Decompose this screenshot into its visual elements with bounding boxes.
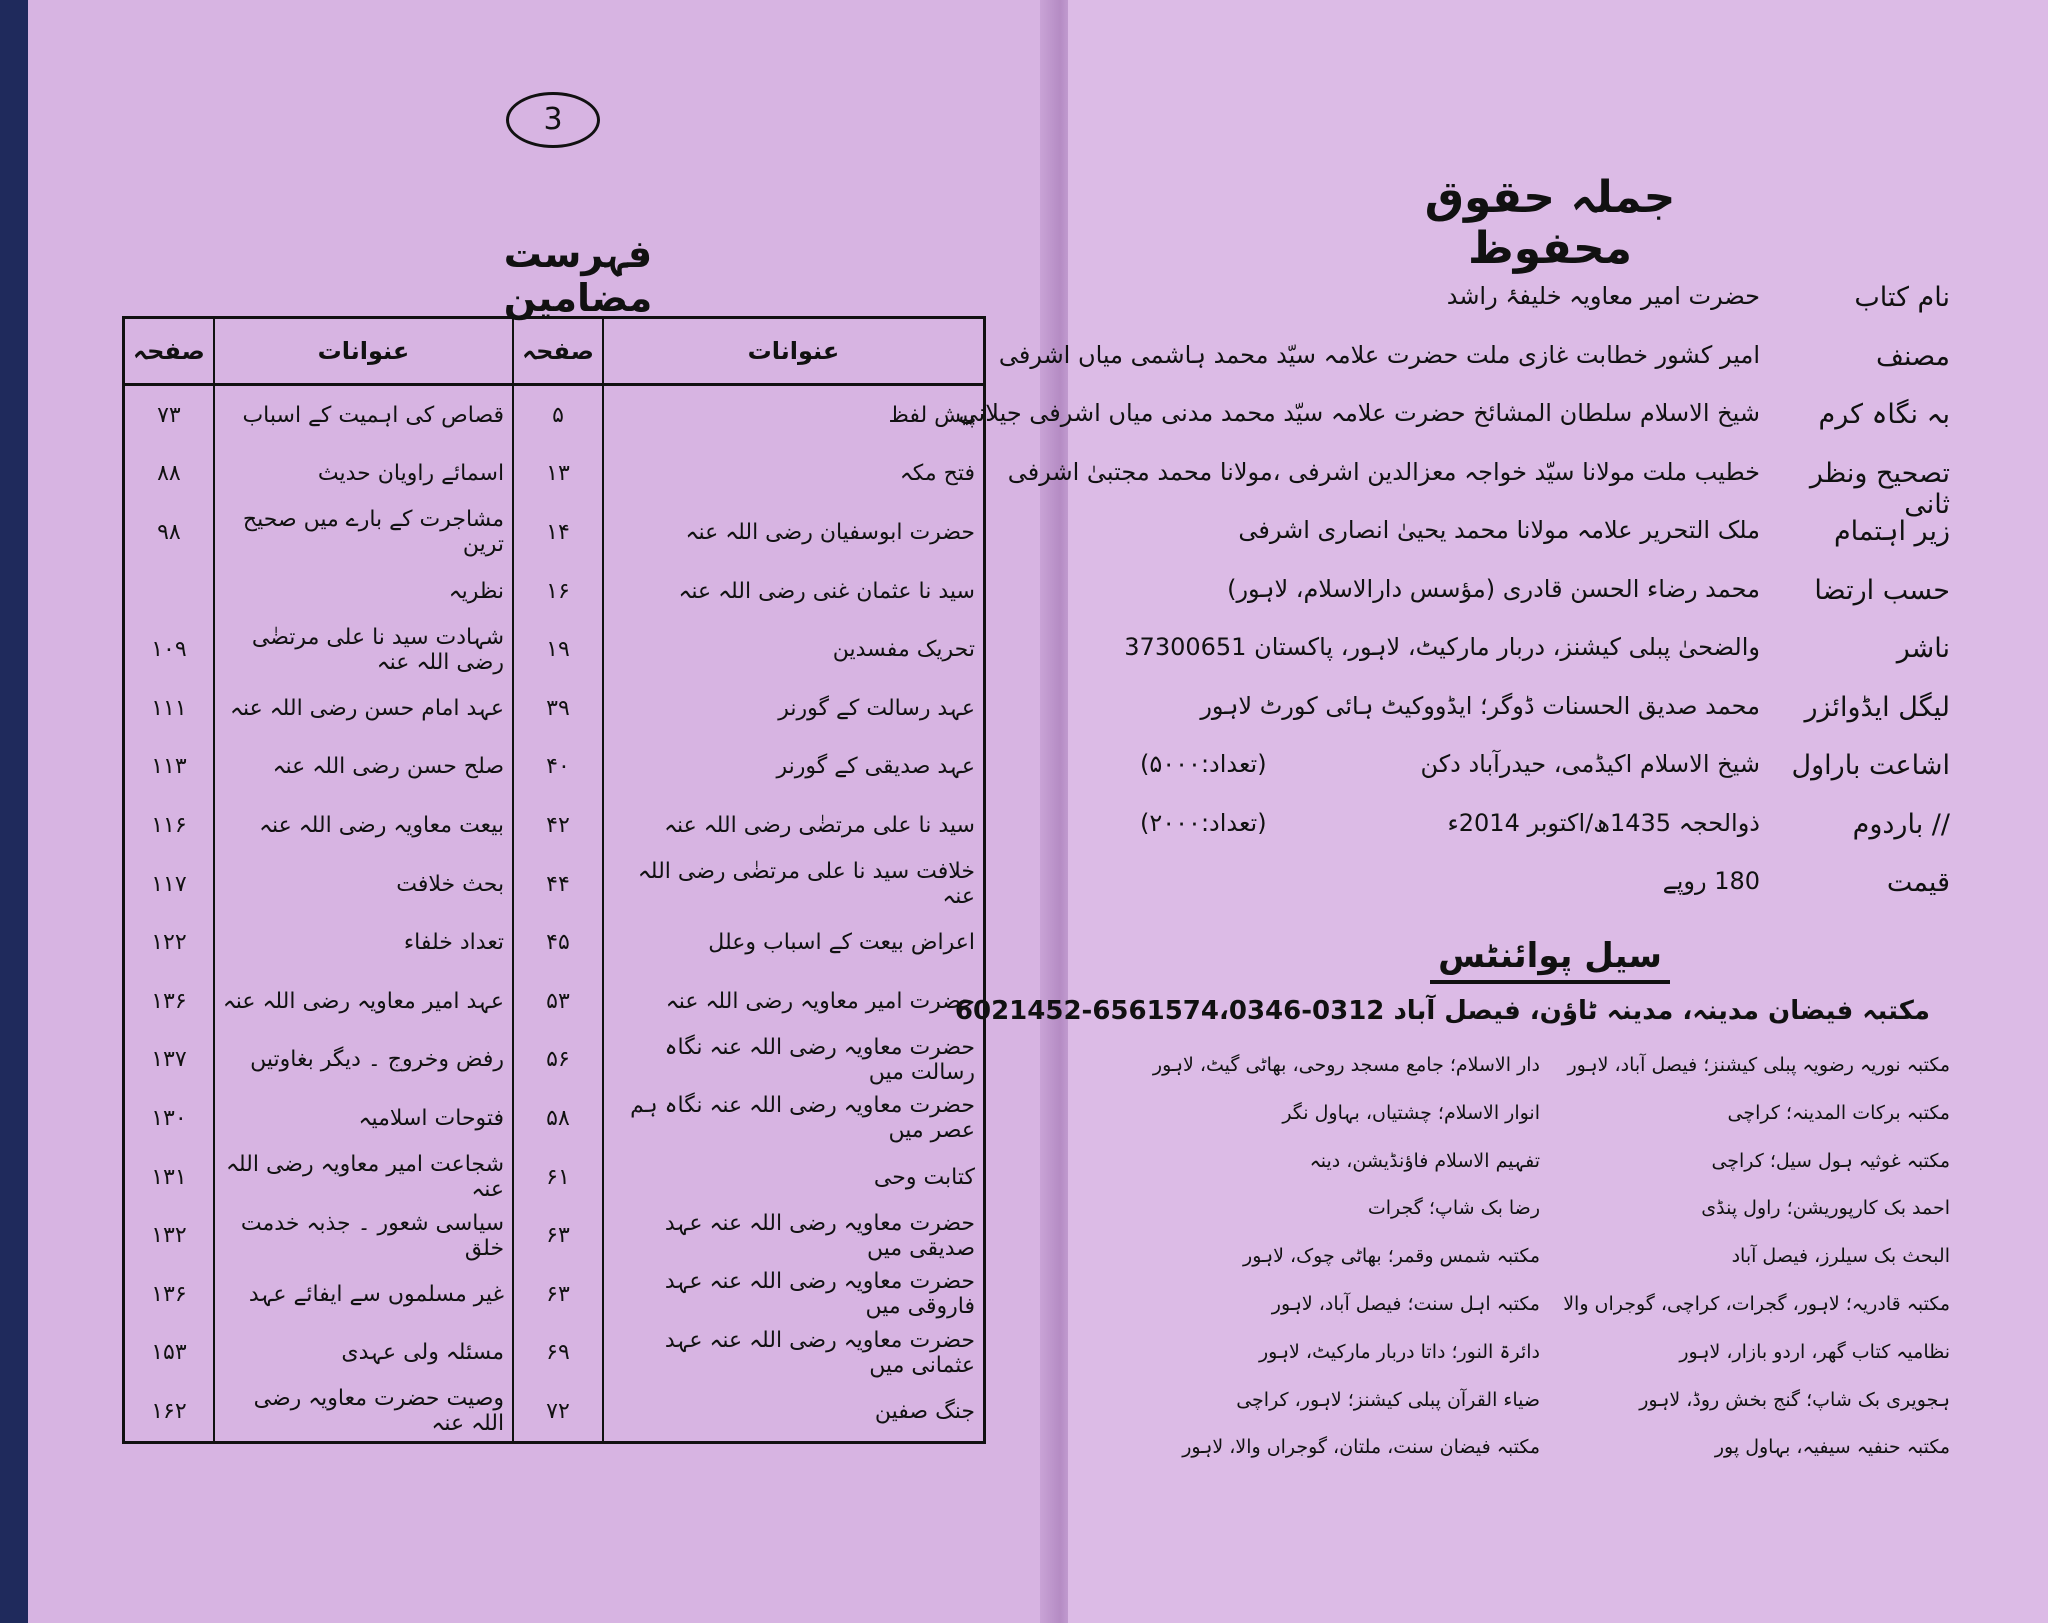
toc-header-row (124, 318, 985, 385)
shop-entry: مکتبہ فیضان سنت، ملتان، گوجراں والا، لاہور (1182, 1436, 1540, 1459)
page-number: 3 (506, 92, 600, 148)
toc-entry-title: تحریک مفسدین (603, 620, 985, 679)
info-row (1140, 282, 1950, 341)
toc-entry-title: وصیت حضرت معاویہ رضی اللہ عنہ (214, 1382, 513, 1442)
left-page (28, 0, 1068, 1623)
toc-entry-title: عہد صدیقی کے گورنر (603, 738, 985, 797)
book-cover-edge (0, 0, 30, 1623)
toc-entry-page: ۶۳ (513, 1206, 603, 1265)
toc-row (124, 620, 985, 679)
toc-entry-page: ۱۱۶ (124, 796, 214, 855)
info-label: حسب ارتضا (1814, 574, 1950, 606)
shop-entry: دار الاسلام؛ جامع مسجد روحی، بھاٹی گیٹ، لاہور (1152, 1054, 1540, 1076)
shop-entry: مکتبہ برکات المدینہ؛ کراچی (1727, 1101, 1950, 1124)
toc-entry-page: ۱۱۳ (124, 738, 214, 797)
shop-entry: مکتبہ اہل سنت؛ فیصل آباد، لاہور (1271, 1292, 1540, 1315)
toc-entry-title: بیعت معاویہ رضی اللہ عنہ (214, 796, 513, 855)
toc-entry-page: ۱۳۲ (124, 1206, 214, 1265)
shop-entry: انوار الاسلام؛ چشتیاں، بہاول نگر (1282, 1101, 1540, 1124)
toc-entry-title: نظریہ (214, 562, 513, 621)
toc-entry-title: بحث خلافت (214, 855, 513, 914)
toc-entry-page: ۸۸ (124, 445, 214, 504)
toc-row (124, 503, 985, 562)
toc-entry-page: ۴۴ (513, 855, 603, 914)
toc-entry-page: ۱۰۹ (124, 620, 214, 679)
toc-entry-page: ۵۳ (513, 972, 603, 1031)
toc-entry-title: شہادت سید نا علی مرتضٰی رضی اللہ عنہ (214, 620, 513, 679)
toc-entry-page: ۴۵ (513, 913, 603, 972)
info-row (1140, 809, 1950, 868)
shops-column-left (1150, 1054, 1540, 1484)
info-value: 180 روپے (1662, 867, 1760, 895)
shop-entry: رضا بک شاپ؛ گجرات (1367, 1197, 1540, 1220)
info-label: اشاعت باراول (1791, 750, 1950, 781)
toc-entry-title: غیر مسلموں سے ایفائے عہد (214, 1265, 513, 1324)
info-value: شیخ الاسلام اکیڈمی، حیدرآباد دکن (1420, 750, 1760, 778)
toc-entry-page (124, 562, 214, 621)
toc-row (124, 1324, 985, 1383)
toc-row (124, 445, 985, 504)
shop-entry: مکتبہ نوریہ رضویہ پبلی کیشنز؛ فیصل آباد، لاہور (1567, 1054, 1950, 1076)
toc-entry-page: ۶۳ (513, 1265, 603, 1324)
toc-entry-page: ۱۳۱ (124, 1148, 214, 1207)
toc-row (124, 913, 985, 972)
info-row (1140, 750, 1950, 809)
toc-entry-title: حضرت معاویہ رضی اللہ عنہ عہد عثمانی میں (603, 1324, 985, 1383)
info-value: خطیب ملت مولانا سیّد خواجہ معزالدین اشرفی ،مولانا محمد مجتبیٰ اشرفی (1007, 457, 1760, 486)
shop-entry: البحث بک سیلرز، فیصل آباد (1731, 1245, 1950, 1268)
info-row (958, 399, 1950, 458)
info-row (998, 340, 1950, 400)
toc-row (124, 796, 985, 855)
info-quantity: (تعداد:۲۰۰۰) (1140, 808, 1267, 837)
toc-entry-page: ۴۲ (513, 796, 603, 855)
toc-entry-title: کتابت وحی (603, 1148, 985, 1207)
header-topics: عنوانات (214, 318, 513, 385)
toc-entry-title: خلافت سید نا علی مرتضٰی رضی اللہ عنہ (603, 855, 985, 914)
info-value: محمد صدیق الحسنات ڈوگر؛ ایڈووکیٹ ہائی کورٹ لاہور (1200, 691, 1760, 720)
toc-entry-page: ۱۳ (513, 445, 603, 504)
toc-row (124, 972, 985, 1031)
toc-entry-title: صلح حسن رضی اللہ عنہ (214, 738, 513, 797)
toc-row (124, 855, 985, 914)
toc-body (124, 385, 985, 1443)
toc-entry-title: فتوحات اسلامیہ (214, 1089, 513, 1148)
toc-row (124, 385, 985, 445)
toc-entry-page: ۷۲ (513, 1382, 603, 1442)
info-label: لیگل ایڈوائزر (1804, 691, 1950, 723)
toc-entry-page: ۶۹ (513, 1324, 603, 1383)
header-topics: عنوانات (603, 318, 985, 385)
toc-entry-title: پیش لفظ (603, 385, 985, 445)
toc-entry-title: حضرت معاویہ رضی اللہ عنہ عہد فاروقی میں (603, 1265, 985, 1324)
toc-entry-page: ۱۱۷ (124, 855, 214, 914)
toc-entry-page: ۵۶ (513, 1031, 603, 1090)
info-value: ملک التحریر علامہ مولانا محمد یحییٰ انصاری اشرفی (1238, 516, 1760, 544)
toc-entry-page: ۱۲۲ (124, 913, 214, 972)
toc-row (124, 679, 985, 738)
toc-entry-title: عہد امیر معاویہ رضی اللہ عنہ (214, 972, 513, 1031)
toc-entry-page: ۵ (513, 385, 603, 445)
toc-row (124, 562, 985, 621)
toc-row (124, 1206, 985, 1265)
info-row (1140, 575, 1950, 634)
info-row (1140, 867, 1950, 926)
copyright-heading: جملہ حقوق محفوظ (1424, 172, 1676, 274)
shop-entry: تفہیم الاسلام فاؤنڈیشن، دینہ (1309, 1149, 1540, 1172)
toc-entry-page: ۱۶۲ (124, 1382, 214, 1442)
shop-entry: دائرۃ النور؛ داتا دربار مارکیٹ، لاہور (1258, 1340, 1540, 1363)
info-label: زیر اہتمام (1833, 516, 1950, 547)
toc-entry-title: سیاسی شعور ۔ جذبہ خدمت خلق (214, 1206, 513, 1265)
toc-entry-title: عہد امام حسن رضی اللہ عنہ (214, 679, 513, 738)
shop-entry: مکتبہ قادریہ؛ لاہور، گجرات، کراچی، گوجراں والا (1563, 1292, 1950, 1315)
toc-entry-page: ۵۸ (513, 1089, 603, 1148)
shop-entry: مکتبہ حنفیہ سیفیہ، بہاول پور (1714, 1436, 1950, 1459)
toc-row (124, 1148, 985, 1207)
sale-points-heading: سیل پوائنٹس (1430, 936, 1670, 984)
info-label: نام کتاب (1854, 282, 1950, 313)
toc-entry-title: شجاعت امیر معاویہ رضی اللہ عنہ (214, 1148, 513, 1207)
toc-entry-title: سید نا عثمان غنی رضی اللہ عنہ (603, 562, 985, 621)
toc-entry-page: ۱۳۶ (124, 972, 214, 1031)
toc-entry-page: ۳۹ (513, 679, 603, 738)
info-value: محمد رضاء الحسن قادری (مؤسس دارالاسلام، لاہور) (1227, 574, 1760, 603)
toc-entry-page: ۱۵۳ (124, 1324, 214, 1383)
toc-entry-page: ۱۳۶ (124, 1265, 214, 1324)
shop-entry: نظامیہ کتاب گھر، اردو بازار، لاہور (1679, 1340, 1950, 1363)
toc-row (124, 1265, 985, 1324)
info-row (1140, 692, 1950, 751)
info-row (1140, 516, 1950, 575)
toc-entry-title: اعراض بیعت کے اسباب وعلل (603, 913, 985, 972)
info-value: والضحیٰ پبلی کیشنز، دربار مارکیٹ، لاہور، پاکستان 37300651 (1124, 633, 1760, 661)
toc-entry-page: ۶۱ (513, 1148, 603, 1207)
info-value: حضرت امیر معاویہ خلیفۂ راشد (1446, 282, 1760, 310)
info-row (1007, 457, 1950, 520)
info-value: شیخ الاسلام سلطان المشائخ حضرت علامہ سیّد محمد مدنی میاں اشرفی جیلانی (958, 399, 1760, 427)
toc-entry-page: ۱۱۱ (124, 679, 214, 738)
info-row (1124, 633, 1950, 692)
toc-entry-title: قصاص کی اہمیت کے اسباب (214, 385, 513, 445)
toc-entry-title: عہد رسالت کے گورنر (603, 679, 985, 738)
toc-entry-title: حضرت ابوسفیان رضی اللہ عنہ (603, 503, 985, 562)
toc-row (124, 1382, 985, 1442)
shop-entry: مکتبہ غوثیہ ہول سیل؛ کراچی (1711, 1149, 1950, 1172)
info-value: امیر کشور خطابت غازی ملت حضرت علامہ سیّد محمد ہاشمی میاں اشرفی (998, 340, 1760, 369)
toc-entry-title: فتح مکہ (603, 445, 985, 504)
toc-table (122, 316, 986, 1444)
toc-row (124, 1089, 985, 1148)
toc-entry-page: ۱۶ (513, 562, 603, 621)
main-shop: مکتبہ فیضان مدینہ، مدینہ ٹاؤن، فیصل آباد 0312-6561574،0346-6021452 (954, 996, 1930, 1026)
header-page: صفحہ (513, 318, 603, 385)
info-label: ناشر (1896, 633, 1950, 664)
shops-column-right (1560, 1054, 1950, 1484)
info-label: تصحیح ونظر ثانی (1809, 457, 1950, 520)
toc-row (124, 738, 985, 797)
toc-title: فہرست مضامین (503, 232, 653, 320)
toc-entry-title: حضرت معاویہ رضی اللہ عنہ عہد صدیقی میں (603, 1206, 985, 1265)
toc-entry-title: مشاجرت کے بارے میں صحیح ترین (214, 503, 513, 562)
shop-entry: ہجویری بک شاپ؛ گنج بخش روڈ، لاہور (1639, 1388, 1950, 1411)
toc-entry-title: حضرت معاویہ رضی اللہ عنہ نگاہ ہم عصر میں (603, 1089, 985, 1148)
info-label: مصنف (1876, 340, 1950, 372)
info-label: قیمت (1886, 867, 1950, 898)
toc-entry-page: ۴۰ (513, 738, 603, 797)
book-info-list (958, 282, 1950, 926)
toc-row (124, 1031, 985, 1090)
toc-entry-title: مسئلہ ولی عہدی (214, 1324, 513, 1383)
toc-entry-title: رفض وخروج ۔ دیگر بغاوتیں (214, 1031, 513, 1090)
toc-entry-title: سید نا علی مرتضٰی رضی اللہ عنہ (603, 796, 985, 855)
info-value: ذوالحجہ 1435ھ/اکتوبر 2014ء (1447, 808, 1760, 837)
toc-entry-page: ۱۹ (513, 620, 603, 679)
info-quantity: (تعداد:۵۰۰۰) (1140, 750, 1267, 778)
info-label: بہ نگاہ کرم (1818, 399, 1950, 430)
toc-entry-title: حضرت امیر معاویہ رضی اللہ عنہ (603, 972, 985, 1031)
toc-entry-title: حضرت معاویہ رضی اللہ عنہ نگاہ رسالت میں (603, 1031, 985, 1090)
toc-entry-page: ۹۸ (124, 503, 214, 562)
toc-entry-title: جنگ صفین (603, 1382, 985, 1442)
shop-entry: ضیاء القرآن پبلی کیشنز؛ لاہور، کراچی (1236, 1388, 1540, 1411)
toc-entry-page: ۷۳ (124, 385, 214, 445)
toc-entry-page: ۱۳۷ (124, 1031, 214, 1090)
shop-entry: مکتبہ شمس وقمر؛ بھاٹی چوک، لاہور (1243, 1245, 1540, 1268)
toc-entry-page: ۱۳۰ (124, 1089, 214, 1148)
toc-entry-title: تعداد خلفاء (214, 913, 513, 972)
toc-entry-title: اسمائے راویان حدیث (214, 445, 513, 504)
header-page: صفحہ (124, 318, 214, 385)
toc-entry-page: ۱۴ (513, 503, 603, 562)
info-label: // باردوم (1852, 808, 1950, 840)
shop-entry: احمد بک کارپوریشن؛ راول پنڈی (1701, 1197, 1950, 1220)
